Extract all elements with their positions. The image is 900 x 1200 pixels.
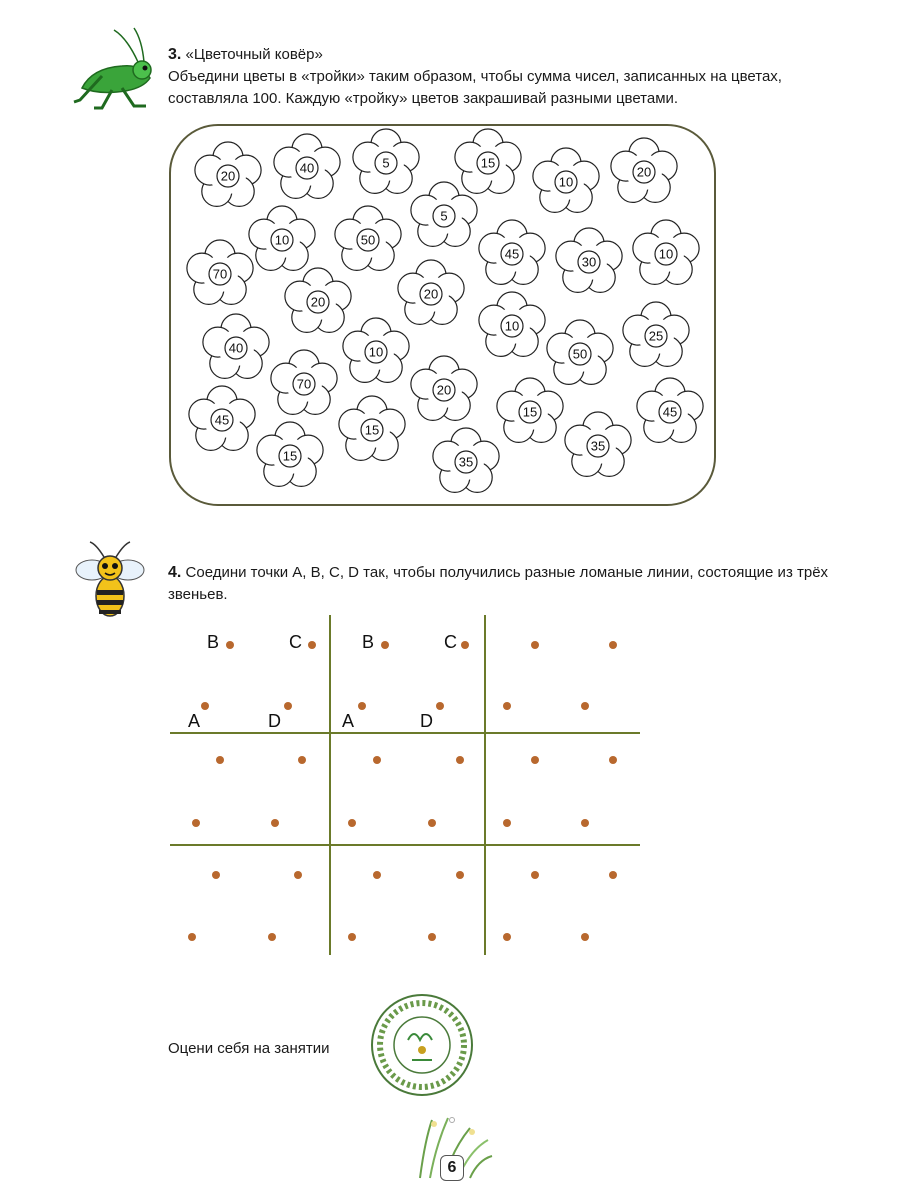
flower[interactable] [611, 138, 677, 202]
label-a-1: A [188, 711, 201, 731]
grid-dot[interactable] [373, 756, 381, 764]
flower[interactable] [533, 148, 599, 212]
task3-title: «Цветочный ковёр» [185, 46, 323, 63]
flower-number: 50 [572, 346, 588, 362]
grid-dot[interactable] [428, 933, 436, 941]
grid-dot[interactable] [531, 871, 539, 879]
flower-number: 35 [590, 438, 606, 454]
flower[interactable] [274, 134, 340, 198]
label-c-1: C [289, 632, 302, 652]
label-b-2: B [362, 632, 375, 652]
flower[interactable] [547, 320, 613, 384]
label-c-2: C [444, 632, 457, 652]
flower[interactable] [187, 240, 253, 304]
grid-dot[interactable] [381, 641, 389, 649]
flower[interactable] [556, 228, 622, 292]
flower-number: 10 [658, 246, 674, 262]
flowers-layer [187, 129, 703, 492]
label-d-1: D [268, 711, 281, 731]
flower[interactable] [637, 378, 703, 442]
grid-dot[interactable] [271, 819, 279, 827]
flower-number: 25 [648, 328, 664, 344]
flower-number: 40 [228, 340, 244, 356]
flower-number: 20 [423, 286, 439, 302]
grid-dot[interactable] [456, 871, 464, 879]
flower-number: 15 [480, 155, 496, 171]
grid-dot[interactable] [609, 756, 617, 764]
grid-dot[interactable] [461, 641, 469, 649]
flower[interactable] [339, 396, 405, 460]
flower[interactable] [455, 129, 521, 193]
flower-number: 15 [364, 422, 380, 438]
task4-instruction: Соедини точки A, B, C, D так, чтобы получились разные ломаные линии, состоящие из трёх звеньев. [168, 564, 829, 603]
grid-dot[interactable] [348, 819, 356, 827]
page-number: 6 [440, 1155, 464, 1181]
grid-dot[interactable] [201, 702, 209, 710]
flower[interactable] [479, 292, 545, 356]
grid-dot[interactable] [192, 819, 200, 827]
flower-number: 70 [296, 376, 312, 392]
flower-number: 20 [220, 168, 236, 184]
flower[interactable] [623, 302, 689, 366]
flower-number: 20 [310, 294, 326, 310]
flower-number: 50 [360, 232, 376, 248]
grid-dot[interactable] [531, 756, 539, 764]
flower-number: 30 [581, 254, 597, 270]
grid-dot[interactable] [581, 702, 589, 710]
flower[interactable] [411, 182, 477, 246]
grid-dot[interactable] [298, 756, 306, 764]
grid-dot[interactable] [294, 871, 302, 879]
flower[interactable] [257, 422, 323, 486]
grid-dot[interactable] [226, 641, 234, 649]
task3-instruction: Объедини цветы в «тройки» таким образом, чтобы сумма чисел, записанных на цветах, составляла 100. Каждую «тройку» цветов закрашивай разными цветами. [168, 68, 782, 107]
flower[interactable] [565, 412, 631, 476]
grid-dot[interactable] [581, 819, 589, 827]
dot-grid [170, 615, 640, 955]
grid-dot[interactable] [581, 933, 589, 941]
flower-number: 45 [214, 412, 230, 428]
flower[interactable] [353, 129, 419, 193]
flower[interactable] [195, 142, 261, 206]
grid-dot[interactable] [456, 756, 464, 764]
flower-number: 5 [440, 208, 448, 224]
grid-dot[interactable] [358, 702, 366, 710]
grid-dot[interactable] [503, 819, 511, 827]
label-a-2: A [342, 711, 355, 731]
grid-dot[interactable] [503, 933, 511, 941]
flower[interactable] [335, 206, 401, 270]
flower-number: 10 [558, 174, 574, 190]
flower-number: 70 [212, 266, 228, 282]
flower-number: 5 [382, 155, 390, 171]
flower[interactable] [398, 260, 464, 324]
grid-dot[interactable] [503, 702, 511, 710]
flower-number: 10 [368, 344, 384, 360]
flower[interactable] [189, 386, 255, 450]
flower-number: 40 [299, 160, 315, 176]
task3-number: 3. [168, 46, 182, 63]
flower[interactable] [271, 350, 337, 414]
grid-dot[interactable] [531, 641, 539, 649]
grasshopper-icon [74, 28, 151, 108]
grid-dot[interactable] [428, 819, 436, 827]
flower[interactable] [479, 220, 545, 284]
grid-dot[interactable] [216, 756, 224, 764]
flower-number: 45 [504, 246, 520, 262]
label-b-1: B [207, 632, 220, 652]
flower[interactable] [203, 314, 269, 378]
dots-layer [188, 641, 617, 941]
flower[interactable] [249, 206, 315, 270]
label-d-2: D [420, 711, 433, 731]
grid-dot[interactable] [348, 933, 356, 941]
grid-dot[interactable] [436, 702, 444, 710]
grid-dot[interactable] [188, 933, 196, 941]
flower[interactable] [343, 318, 409, 382]
flower-number: 15 [282, 448, 298, 464]
flower[interactable] [433, 428, 499, 492]
flower-number: 10 [504, 318, 520, 334]
flower[interactable] [411, 356, 477, 420]
self-evaluation-label: Оцени себя на занятии [168, 1040, 330, 1057]
flower[interactable] [497, 378, 563, 442]
bee-icon [76, 542, 144, 616]
flower-number: 45 [662, 404, 678, 420]
grid-dot[interactable] [284, 702, 292, 710]
flower-number: 20 [636, 164, 652, 180]
flower-number: 35 [458, 454, 474, 470]
task4-number: 4. [168, 564, 182, 581]
evaluation-stamp-icon [372, 995, 472, 1095]
grid-dot[interactable] [609, 641, 617, 649]
grid-dot[interactable] [268, 933, 276, 941]
flower[interactable] [285, 268, 351, 332]
grid-dot[interactable] [609, 871, 617, 879]
flower-number: 20 [436, 382, 452, 398]
grid-dot[interactable] [212, 871, 220, 879]
grid-dot[interactable] [308, 641, 316, 649]
flower-number: 15 [522, 404, 538, 420]
grid-dot[interactable] [373, 871, 381, 879]
flower[interactable] [633, 220, 699, 284]
flower-number: 10 [274, 232, 290, 248]
